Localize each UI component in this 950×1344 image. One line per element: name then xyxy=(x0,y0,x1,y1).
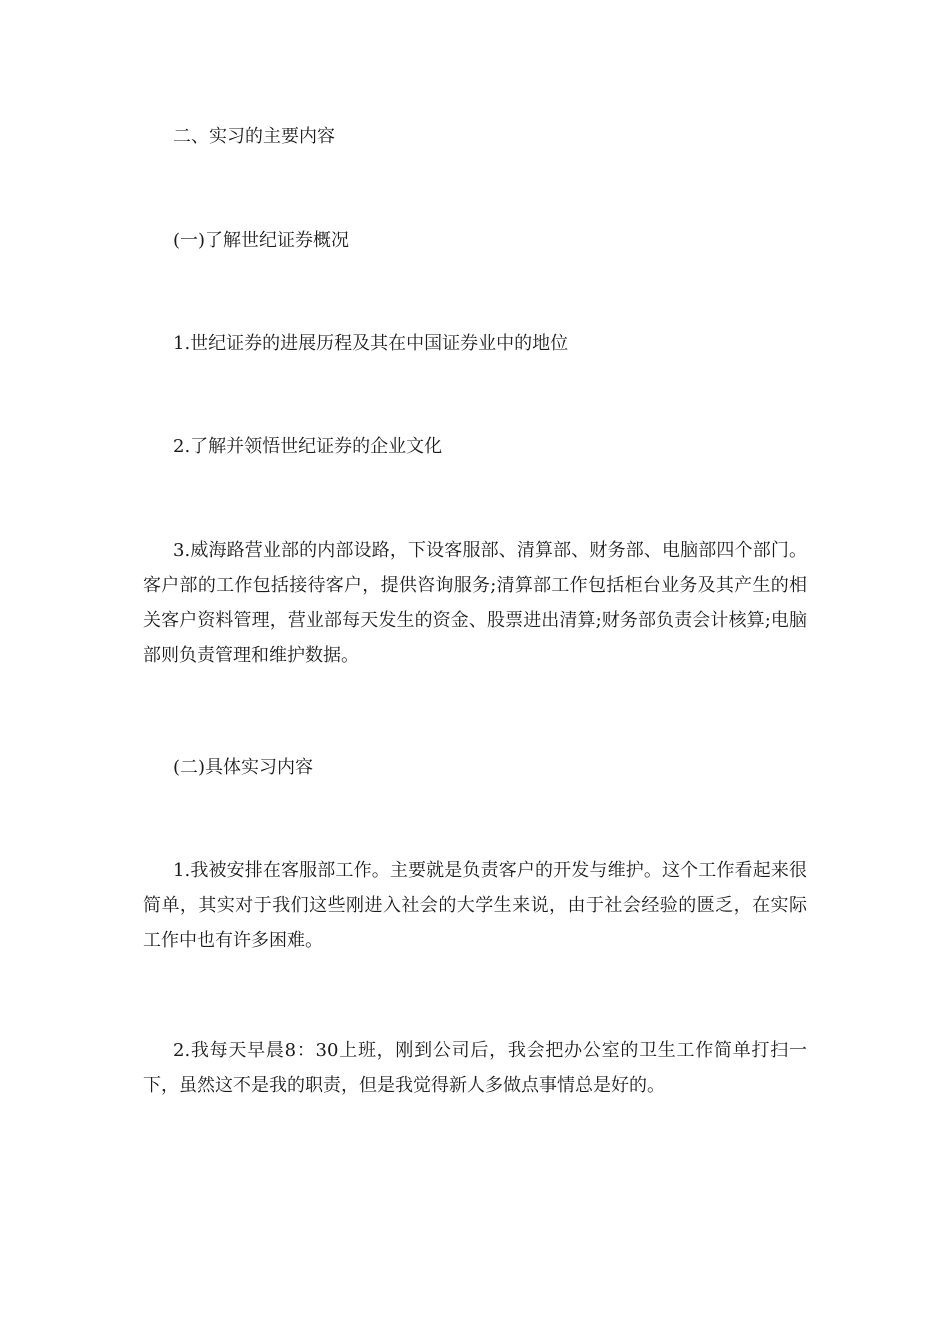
subsection-heading-overview: (一)了解世纪证券概况 xyxy=(173,230,350,251)
paragraph-culture: 2.了解并领悟世纪证券的企业文化 xyxy=(173,436,443,457)
paragraph-history: 1.世纪证券的进展历程及其在中国证券业中的地位 xyxy=(173,333,569,354)
paragraph-daily-routine: 2.我每天早晨8：30上班，刚到公司后，我会把办公室的卫生工作简单打扫一下，虽然这不是我的职责，但是我觉得新人多做点事情总是好的。 xyxy=(143,1040,807,1096)
section-heading: 二、实习的主要内容 xyxy=(173,126,335,147)
subsection-heading-content: (二)具体实习内容 xyxy=(173,757,314,778)
paragraph-departments: 3.威海路营业部的内部设路，下设客服部、清算部、财务部、电脑部四个部门。客户部的工作包括接待客户，提供咨询服务;清算部工作包括柜台业务及其产生的相关客户资料管理，营业部每天发生的资金、股票进出清算;财务部负责会计核算;电脑部则负责管理和维护数据。 xyxy=(143,540,808,666)
paragraph-customer-service: 1.我被安排在客服部工作。主要就是负责客户的开发与维护。这个工作看起来很简单，其实对于我们这些刚进入社会的大学生来说，由于社会经验的匮乏，在实际工作中也有许多困难。 xyxy=(143,860,807,951)
